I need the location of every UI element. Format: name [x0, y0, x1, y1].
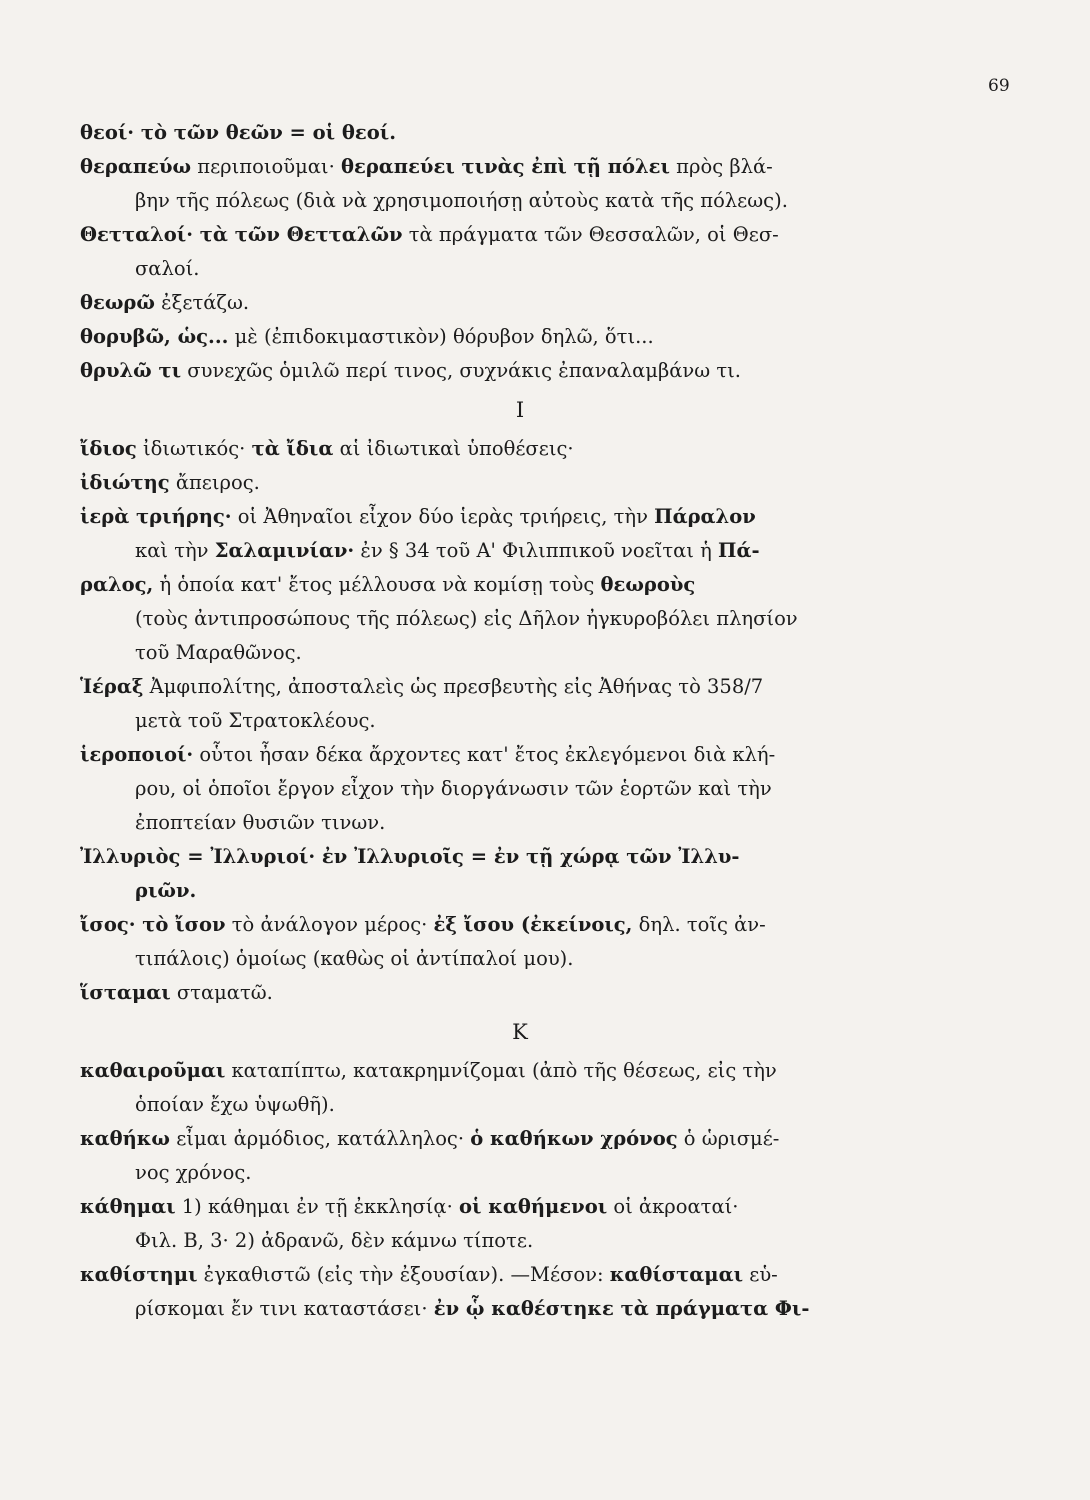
definition-text: ἰδιωτικός·: [136, 437, 252, 460]
definition-text: ὁποίαν ἔχω ὑψωθῆ).: [135, 1093, 335, 1116]
headword: θεωρῶ: [80, 291, 155, 314]
entry-continuation: [80, 534, 960, 568]
headword: κάθημαι: [80, 1195, 176, 1218]
definition-text: περιποιοῦμαι·: [191, 155, 341, 178]
glossary-entry: [80, 670, 960, 704]
section-letter: [80, 1010, 960, 1054]
definition-text: ρίσκομαι ἔν τινι καταστάσει·: [135, 1297, 434, 1320]
definition-text: συνεχῶς ὁμιλῶ περί τινος, συχνάκις ἐπαναλαμβάνω τι.: [181, 359, 741, 382]
definition-text: εἶμαι ἁρμόδιος, κατάλληλος·: [170, 1127, 471, 1150]
glossary-entry: [80, 1258, 960, 1292]
glossary-entry: [80, 286, 960, 320]
headword: ἴσος· τὸ ἴσον: [80, 913, 226, 936]
headword: θεραπεύω: [80, 155, 192, 178]
headword: ἱερὰ τριήρης·: [80, 505, 232, 528]
glossary-entry: [80, 320, 960, 354]
definition-text: τοῦ Μαραθῶνος.: [135, 641, 302, 664]
headword: ἴδιος: [80, 437, 137, 460]
definition-text: καταπίπτω, κατακρημνίζομαι (ἀπὸ τῆς θέσεως, εἰς τὴν: [225, 1059, 777, 1082]
glossary-entry: [80, 466, 960, 500]
definition-text: Ι: [515, 398, 525, 422]
glossary-entry: [80, 1054, 960, 1088]
headword: τὰ ἴδια: [251, 437, 334, 460]
definition-text: νος χρόνος.: [135, 1161, 252, 1184]
definition-text: Κ: [512, 1020, 528, 1044]
glossary-entry: [80, 568, 960, 602]
definition-text: ἄπειρος.: [169, 471, 260, 494]
headword: Ἰλλυριὸς = Ἰλλυριοί· ἐν Ἰλλυριοῖς = ἐν τῇ χώρᾳ τῶν Ἰλλυ-: [80, 845, 740, 868]
entry-continuation: [80, 1156, 960, 1190]
headword: θορυβῶ, ὡς...: [80, 325, 229, 348]
headword: θεοί· τὸ τῶν θεῶν = οἱ θεοί.: [80, 121, 396, 144]
page-number: 69: [988, 76, 1010, 96]
entry-continuation: [80, 1224, 960, 1258]
headword: ἵσταμαι: [80, 981, 171, 1004]
headword: ἐξ ἴσου (ἐκείνοις,: [433, 913, 633, 936]
headword: καθήκω: [80, 1127, 170, 1150]
headword: θρυλῶ τι: [80, 359, 182, 382]
entry-continuation: [80, 602, 960, 636]
headword: καθαιροῦμαι: [80, 1059, 226, 1082]
section-letter: [80, 388, 960, 432]
headword: θεωροὺς: [600, 573, 696, 596]
glossary-entry: [80, 354, 960, 388]
headword: θεραπεύει τινὰς ἐπὶ τῇ πόλει: [340, 155, 670, 178]
headword: Θετταλοί· τὰ τῶν Θετταλῶν: [80, 223, 403, 246]
glossary-entry: [80, 116, 960, 150]
definition-text: σταματῶ.: [170, 981, 273, 1004]
entry-continuation: [80, 252, 960, 286]
headword: Ἱέραξ: [80, 675, 144, 698]
definition-text: μὲ (ἐπιδοκιμαστικὸν) θόρυβον δηλῶ, ὅτι...: [228, 325, 654, 348]
glossary-text: [80, 116, 960, 1326]
definition-text: οἱ ἀκροαταί·: [607, 1195, 739, 1218]
definition-text: πρὸς βλά-: [669, 155, 773, 178]
definition-text: ἐγκαθιστῶ (εἰς τὴν ἐξουσίαν). —Μέσον:: [197, 1263, 610, 1286]
definition-text: ἐξετάζω.: [154, 291, 250, 314]
headword: Πάραλον: [654, 505, 756, 528]
headword: οἱ καθήμενοι: [459, 1195, 608, 1218]
glossary-entry: [80, 908, 960, 942]
entry-continuation: [80, 1292, 960, 1326]
headword: ὁ καθήκων χρόνος: [470, 1127, 678, 1150]
glossary-entry: [80, 218, 960, 252]
headword: ἱεροποιοί·: [80, 743, 194, 766]
headword: ριῶν.: [135, 879, 197, 902]
definition-text: οὗτοι ἦσαν δέκα ἄρχοντες κατ' ἔτος ἐκλεγόμενοι διὰ κλή-: [193, 743, 776, 766]
glossary-entry: [80, 976, 960, 1010]
definition-text: ἐποπτείαν θυσιῶν τινων.: [135, 811, 386, 834]
headword: ἐν ᾧ καθέστηκε τὰ πράγματα Φι-: [433, 1297, 810, 1320]
definition-text: σαλοί.: [135, 257, 200, 280]
entry-continuation: [80, 874, 960, 908]
definition-text: ἡ ὁποία κατ' ἔτος μέλλουσα νὰ κομίσῃ τοὺς: [153, 573, 601, 596]
entry-continuation: [80, 636, 960, 670]
definition-text: τὸ ἀνάλογον μέρος·: [225, 913, 434, 936]
glossary-entry: [80, 150, 960, 184]
headword: Πά-: [718, 539, 760, 562]
entry-continuation: [80, 772, 960, 806]
entry-continuation: [80, 942, 960, 976]
entry-continuation: [80, 184, 960, 218]
definition-text: δηλ. τοῖς ἀν-: [632, 913, 766, 936]
definition-text: εὑ-: [743, 1263, 778, 1286]
glossary-entry: [80, 1122, 960, 1156]
definition-text: 1) κάθημαι ἐν τῇ ἐκκλησίᾳ·: [175, 1195, 459, 1218]
definition-text: Φιλ. Β, 3· 2) ἀδρανῶ, δὲν κάμνω τίποτε.: [135, 1229, 534, 1252]
definition-text: αἱ ἰδιωτικαὶ ὑποθέσεις·: [333, 437, 574, 460]
entry-continuation: [80, 806, 960, 840]
glossary-entry: [80, 738, 960, 772]
definition-text: Ἀμφιπολίτης, ἀποσταλεὶς ὡς πρεσβευτὴς εἰς Ἀθήνας τὸ 358/7: [143, 675, 764, 698]
definition-text: βην τῆς πόλεως (διὰ νὰ χρησιμοποιήσῃ αὐτοὺς κατὰ τῆς πόλεως).: [135, 189, 788, 212]
definition-text: ὁ ὡρισμέ-: [677, 1127, 780, 1150]
glossary-entry: [80, 1190, 960, 1224]
definition-text: ἐν § 34 τοῦ Α' Φιλιππικοῦ νοεῖται ἡ: [354, 539, 719, 562]
definition-text: οἱ Ἀθηναῖοι εἶχον δύο ἱερὰς τριήρεις, τὴν: [231, 505, 655, 528]
definition-text: τὰ πράγματα τῶν Θεσσαλῶν, οἱ Θεσ-: [402, 223, 779, 246]
headword: καθίσταμαι: [609, 1263, 744, 1286]
headword: ἰδιώτης: [80, 471, 170, 494]
glossary-entry: [80, 840, 960, 874]
definition-text: (τοὺς ἀντιπροσώπους τῆς πόλεως) εἰς Δῆλον ἠγκυροβόλει πλησίον: [135, 607, 798, 630]
entry-continuation: [80, 1088, 960, 1122]
definition-text: ρου, οἱ ὁποῖοι ἔργον εἶχον τὴν διοργάνωσιν τῶν ἑορτῶν καὶ τὴν: [135, 777, 772, 800]
definition-text: μετὰ τοῦ Στρατοκλέους.: [135, 709, 376, 732]
entry-continuation: [80, 704, 960, 738]
headword: ραλος,: [80, 573, 154, 596]
definition-text: τιπάλοις) ὁμοίως (καθὼς οἱ ἀντίπαλοί μου).: [135, 947, 574, 970]
definition-text: καὶ τὴν: [135, 539, 215, 562]
headword: καθίστημι: [80, 1263, 198, 1286]
glossary-entry: [80, 432, 960, 466]
headword: Σαλαμινίαν·: [214, 539, 355, 562]
glossary-entry: [80, 500, 960, 534]
